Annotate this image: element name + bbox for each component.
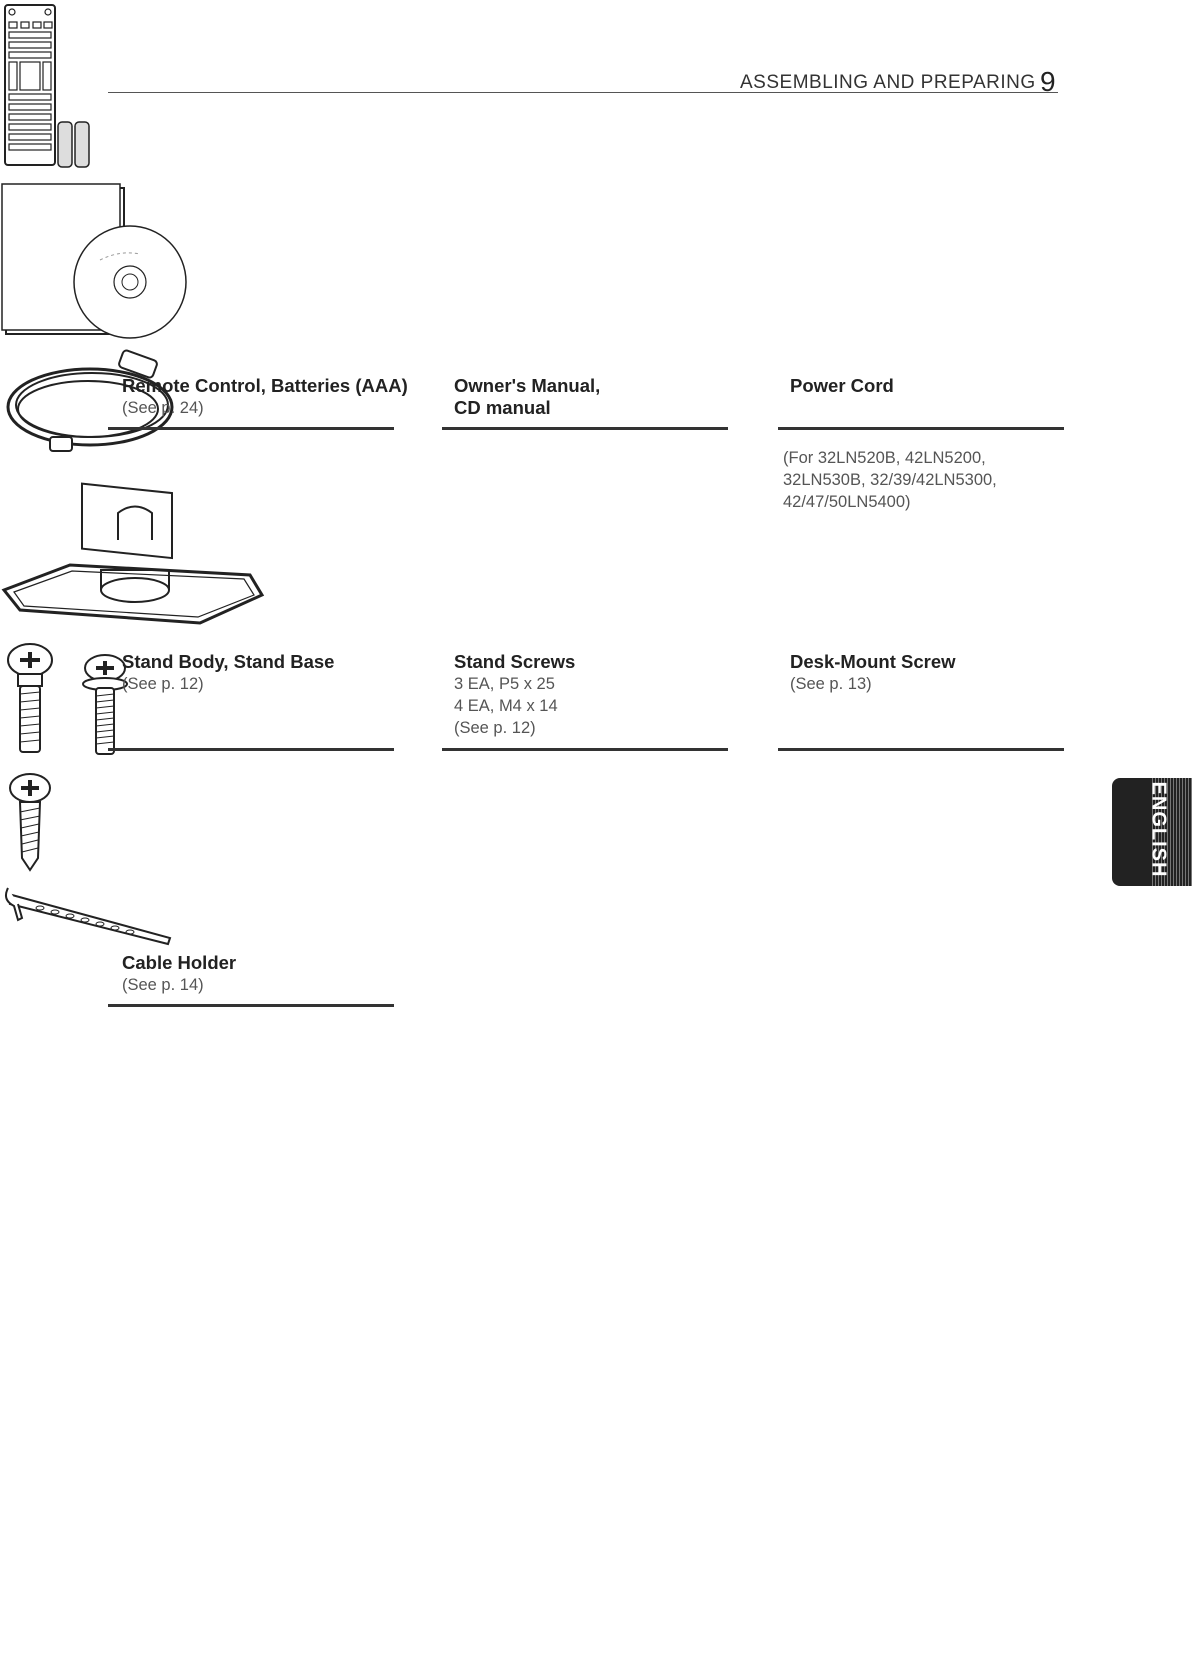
item-detail: 3 EA, P5 x 25 — [454, 675, 555, 693]
divider — [108, 1004, 394, 1007]
language-tab — [1112, 778, 1192, 886]
item-title: Stand Body, Stand Base — [122, 651, 335, 672]
manual-cd-icon — [0, 180, 200, 340]
item-title: Power Cord — [790, 375, 894, 396]
stand-icon — [0, 465, 270, 635]
item-title: Cable Holder — [122, 952, 237, 973]
model-note: 32LN530B, 32/39/42LN5300, — [783, 471, 997, 489]
divider — [778, 427, 1064, 430]
divider — [108, 748, 394, 751]
stand-screws-icon — [0, 640, 140, 765]
language-label: ENGLISH — [1147, 781, 1170, 878]
model-note: (For 32LN520B, 42LN5200, — [783, 449, 986, 467]
desk-screw-icon — [0, 770, 60, 875]
item-detail: (See p. 12) — [122, 675, 204, 693]
section-title: ASSEMBLING AND PREPARING — [740, 72, 1036, 93]
item-title-line2: CD manual — [454, 397, 551, 418]
item-detail: (See p. 12) — [454, 719, 536, 737]
item-detail: (See p. 13) — [790, 675, 872, 693]
item-detail: (See p. 24) — [122, 399, 204, 417]
item-title: Owner's Manual, — [454, 375, 601, 396]
divider — [108, 427, 394, 430]
item-title: Stand Screws — [454, 651, 576, 672]
item-detail: 4 EA, M4 x 14 — [454, 697, 558, 715]
divider — [442, 748, 728, 751]
item-title: Remote Control, Batteries (AAA) — [122, 375, 408, 396]
page-number: 9 — [1040, 66, 1056, 97]
cable-holder-icon — [0, 880, 175, 950]
divider — [442, 427, 728, 430]
item-detail: (See p. 14) — [122, 976, 204, 994]
divider — [778, 748, 1064, 751]
model-note: 42/47/50LN5400) — [783, 493, 911, 511]
item-title: Desk-Mount Screw — [790, 651, 956, 672]
item-cable-holder — [0, 880, 1196, 994]
remote-icon — [0, 0, 100, 175]
